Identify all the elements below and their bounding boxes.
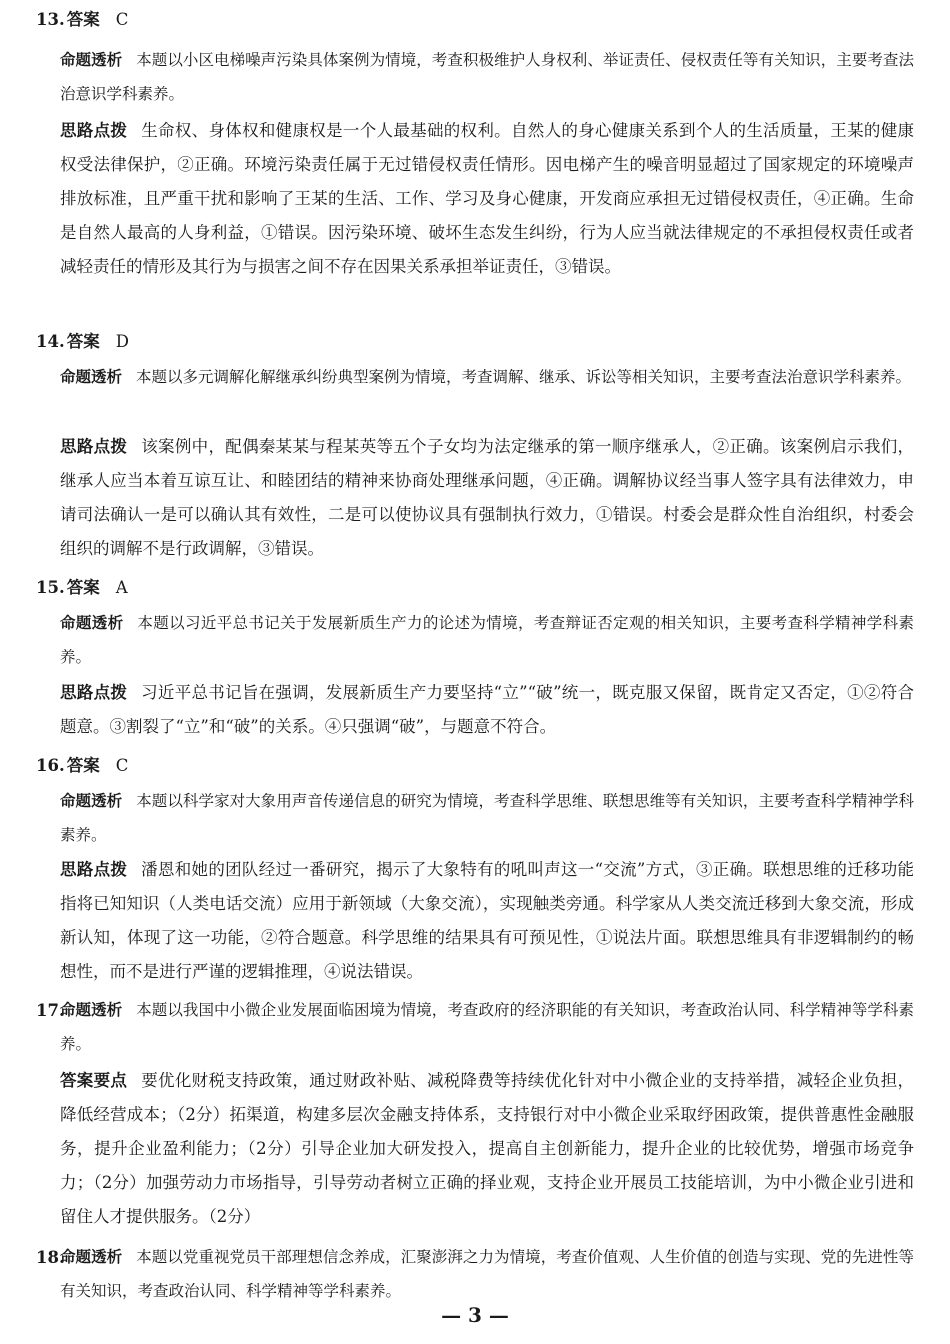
q16-number: 16. — [36, 756, 65, 775]
q15-si-label: 思路点拨 — [60, 683, 128, 702]
q14-si-label: 思路点拨 — [60, 437, 128, 456]
q13-tou-label: 命题透析 — [60, 51, 123, 69]
q14-tou-text: 本题以多元调解化解继承纠纷典型案例为情境，考查调解、继承、诉讼等相关知识，主要考查法治意识学科素养。 — [136, 368, 912, 386]
q16-si — [60, 853, 914, 989]
q17-tou-label: 命题透析 — [60, 1001, 123, 1019]
q16-si-text: 潘恩和她的团队经过一番研究，揭示了大象特有的吼叫声这一“交流”方式，③正确。联想思维的迁移功能指将已知知识（人类电话交流）应用于新领域（大象交流），实现触类旁通。科学家从人类交流迁移到大象交流，形成新认知，体现了这一功能，②符合题意。科学思维的结果具有可预见性，①说法片面。联想思维具有非逻辑制约的畅想性，而不是进行严谨的逻辑推理，④说法错误。 — [60, 860, 914, 981]
q17-answer-text: 要优化财税支持政策，通过财政补贴、减税降费等持续优化针对中小微企业的支持举措，减轻企业负担，降低经营成本；（2分）拓渠道，构建多层次金融支持体系，支持银行对中小微企业采取纾困政策，提供普惠性金融服务，提升企业盈利能力；（2分）引导企业加大研发投入，提高自主创新能力，提升企业的比较优势，增强市场竞争力；（2分）加强劳动力市场指导，引导劳动者树立正确的择业观，支持企业开展员工技能培训，为中小微企业引进和留住人才提供服务。（2分） — [60, 1071, 915, 1226]
q16-answer-label: 答案 — [66, 756, 100, 775]
q16-tou — [60, 784, 914, 852]
q16-tou-text: 本题以科学家对大象用声音传递信息的研究为情境，考查科学思维、联想思维等有关知识，主要考查科学精神学科素养。 — [60, 792, 914, 844]
q15-number: 15. — [36, 578, 65, 597]
q17-answer — [60, 1064, 914, 1234]
q17-tou — [60, 993, 914, 1061]
q13-si — [60, 114, 914, 284]
q14-si-text: 该案例中，配偶秦某某与程某英等五个子女均为法定继承的第一顺序继承人，②正确。该案例启示我们，继承人应当本着互谅互让、和睦团结的精神来协商处理继承问题，④正确。调解协议经当事人签字具有法律效力，申请司法确认一是可以确认其有效性，二是可以使协议具有强制执行效力，①错误。村委会是群众性自治组织，村委会组织的调解不是行政调解，③错误。 — [60, 437, 915, 558]
page-number: — 3 — — [441, 1303, 509, 1327]
q13-tou-text: 本题以小区电梯噪声污染具体案例为情境，考查积极维护人身权利、举证责任、侵权责任等有关知识，主要考查法治意识学科素养。 — [60, 51, 914, 103]
q15-answer: A — [115, 578, 128, 597]
q15-tou — [60, 606, 914, 674]
q16-si-label: 思路点拨 — [60, 860, 128, 879]
q13-answer: C — [115, 10, 129, 29]
q14-number: 14. — [36, 332, 65, 351]
q15-tou-text: 本题以习近平总书记关于发展新质生产力的论述为情境，考查辩证否定观的相关知识，主要考查科学精神学科素养。 — [60, 614, 914, 666]
q18-number: 18. — [36, 1248, 65, 1267]
q13-header — [36, 10, 916, 30]
q16-tou-label: 命题透析 — [60, 792, 123, 810]
q18-tou-label: 命题透析 — [60, 1248, 123, 1266]
q13-si-label: 思路点拨 — [60, 121, 128, 140]
q13-tou — [60, 43, 914, 111]
q18-tou-text: 本题以党重视党员干部理想信念养成，汇聚澎湃之力为情境，考查价值观、人生价值的创造与实现、党的先进性等有关知识，考查政治认同、科学精神等学科素养。 — [60, 1248, 914, 1300]
q15-answer-label: 答案 — [66, 578, 100, 597]
q15-si-text: 习近平总书记旨在强调，发展新质生产力要坚持“立”“破”统一，既克服又保留，既肯定又否定，①②符合题意。③割裂了“立”和“破”的关系。④只强调“破”，与题意不符合。 — [60, 683, 914, 736]
q17-tou-text: 本题以我国中小微企业发展面临困境为情境，考查政府的经济职能的有关知识，考查政治认同、科学精神等学科素养。 — [60, 1001, 914, 1053]
q17-answer-label: 答案要点 — [60, 1071, 128, 1090]
q14-tou — [60, 360, 914, 394]
q14-answer-label: 答案 — [66, 332, 100, 351]
q13-answer-label: 答案 — [66, 10, 100, 29]
q16-header — [36, 756, 916, 776]
q15-si — [60, 676, 914, 744]
q15-header — [36, 578, 916, 598]
q14-tou-label: 命题透析 — [60, 368, 123, 386]
q14-header — [36, 332, 916, 352]
q17-number: 17. — [36, 1001, 65, 1020]
q16-answer: C — [115, 756, 129, 775]
q15-tou-label: 命题透析 — [60, 614, 124, 632]
q18-tou — [60, 1240, 914, 1308]
q13-si-text: 生命权、身体权和健康权是一个人最基础的权利。自然人的身心健康关系到个人的生活质量，王某的健康权受法律保护，②正确。环境污染责任属于无过错侵权责任情形。因电梯产生的噪音明显超过了国家规定的环境噪声排放标准，且严重干扰和影响了王某的生活、工作、学习及身心健康，开发商应承担无过错侵权责任，④正确。生命是自然人最高的人身利益，①错误。因污染环境、破坏生态发生纠纷，行为人应当就法律规定的不承担侵权责任或者减轻责任的情形及其行为与损害之间不存在因果关系承担举证责任，③错误。 — [60, 121, 915, 276]
q14-si — [60, 430, 914, 566]
q14-answer: D — [115, 332, 129, 351]
q13-number: 13. — [36, 10, 65, 29]
